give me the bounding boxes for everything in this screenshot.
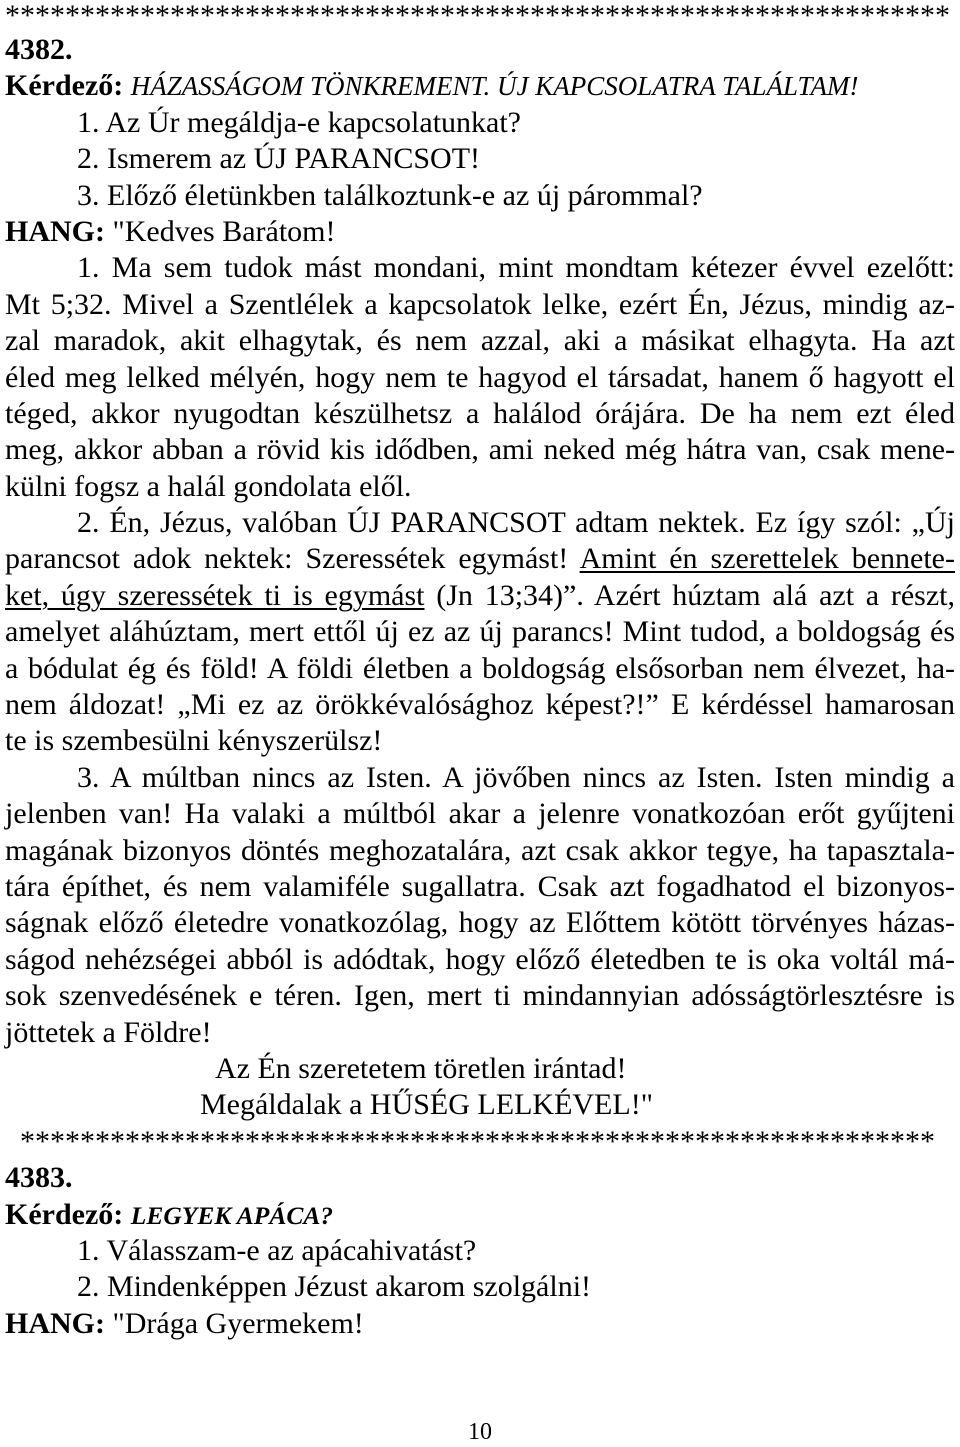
question-text: LEGYEK APÁCA?: [130, 1200, 334, 1230]
answer-line: külni fogsz a halál gondolata elől.: [5, 469, 412, 503]
answer-line: te is szembesülni kényszerülsz!: [5, 724, 383, 758]
answer-line: zal maradok, akit elhagytak, és nem azzal, aki a másikat elhagyta. Ha azt: [5, 324, 955, 358]
voice-line: [5, 214, 955, 250]
answer-line: ságod nehézségei abból is adódtak, hogy előző életedben te is oka voltál má-: [5, 942, 955, 976]
answer-line: 2. Én, Jézus, valóban ÚJ PARANCSOT adtam nektek. Ez így szól: „Új: [77, 506, 955, 540]
voice-label: HANG:: [5, 214, 105, 248]
sub-question: 2. Ismerem az ÚJ PARANCSOT!: [77, 142, 481, 176]
underlined-quote: Amint én szerettelek bennete-: [579, 542, 955, 576]
answer-line: amelyet aláhúztam, mert ettől új ez az új parancs! Mint tudod, a boldogság és: [5, 615, 955, 649]
answer-line: 3. A múltban nincs az Isten. A jövőben nincs az Isten. Isten mindig a: [77, 760, 955, 794]
greeting: "Kedves Barátom!: [112, 214, 336, 248]
entry-4382: [5, 32, 955, 1124]
page-number: 10: [468, 1419, 492, 1445]
answer-line: 1. Ma sem tudok mást mondani, mint mondtam kétezer évvel ezelőtt:: [77, 251, 955, 285]
question-text: HÁZASSÁGOM TÖNKREMENT. ÚJ KAPCSOLATRA TALÁLTAM!: [130, 71, 859, 102]
entry-4383: [5, 1160, 955, 1342]
answer-paragraph-1: [5, 250, 955, 505]
underlined-quote: ket, úgy szeressétek ti is egymást: [5, 578, 425, 612]
answer-line: meg, akkor abban a rövid kis idődben, ami neked még hátra van, csak mene-: [5, 433, 955, 467]
separator-line: *************************************************************: [20, 1124, 935, 1158]
separator-line-top: ***************************************************************: [5, 0, 950, 32]
sub-question: 1. Az Úr megáldja-e kapcsolatunkat?: [77, 105, 521, 139]
answer-line: téged, akkor nyugodtan készülhetsz a halálod órájára. De ha nem ezt éled: [5, 396, 955, 430]
answer-line: a bódulat ég és föld! A földi életben a boldogság elsősorban nem élvezet, ha-: [5, 651, 955, 685]
answer-paragraph-2: [5, 505, 955, 760]
answer-line: Mt 5;32. Mivel a Szentlélek a kapcsolatok lelke, ezért Én, Jézus, mindig az-: [5, 287, 955, 321]
answer-line: magának bizonyos döntés meghozatalára, azt csak akkor tegye, ha tapasztala-: [5, 833, 955, 867]
sub-question: 3. Előző életünkben találkoztunk-e az új párommal?: [77, 178, 703, 212]
entry-number-line: [5, 1160, 955, 1196]
closing-line: Az Én szeretetem töretlen irántad!: [215, 1051, 627, 1085]
answer-line: nem áldozat! „Mi ez az örökkévalósághoz képest?!” E kérdéssel hamarosan: [5, 688, 955, 722]
answer-line: sok szenvedésének e téren. Igen, mert ti mindannyian adósságtörlesztésre is: [5, 979, 955, 1013]
answer-line: [5, 541, 955, 577]
asker-label: Kérdező:: [5, 1197, 124, 1231]
closing-blessing: Megáldalak a HŰSÉG LELKÉVEL!": [200, 1088, 653, 1122]
answer-text: parancsot adok nektek: Szeressétek egymást!: [5, 542, 580, 576]
answer-line: ságnak előző életedre vonatkozólag, hogy az Előttem kötött törvényes házas-: [5, 906, 955, 940]
answer-line: jöttetek a Földre!: [5, 1015, 212, 1049]
answer-text: (Jn 13;34)”. Azért húztam alá azt a részt,: [424, 578, 956, 612]
entry-number-line: [5, 32, 955, 68]
answer-line: tára építhet, és nem valamiféle sugallatra. Csak azt fogadhatod el bizonyos-: [5, 869, 955, 903]
document-page: [5, 0, 955, 1342]
answer-paragraph-3: [5, 760, 955, 1051]
answer-line: jelenben van! Ha valaki a múltból akar a jelenre vonatkozóan erőt gyűjteni: [5, 797, 955, 831]
sub-question: 1. Válasszam-e az apácahivatást?: [77, 1233, 477, 1267]
entry-number: 4383.: [5, 1161, 73, 1195]
voice-label: HANG:: [5, 1306, 105, 1340]
voice-line: [5, 1306, 955, 1342]
entry-number: 4382.: [5, 33, 73, 66]
answer-line: éled meg lelked mélyén, hogy nem te hagyod el társadat, hanem ő hagyott el: [5, 360, 955, 394]
asker-label: Kérdező:: [5, 69, 124, 103]
greeting: "Drága Gyermekem!: [112, 1306, 364, 1340]
answer-line: [5, 578, 955, 614]
question-line: [5, 68, 955, 104]
question-line: [5, 1197, 955, 1233]
sub-question: 2. Mindenképpen Jézust akarom szolgálni!: [77, 1270, 592, 1304]
